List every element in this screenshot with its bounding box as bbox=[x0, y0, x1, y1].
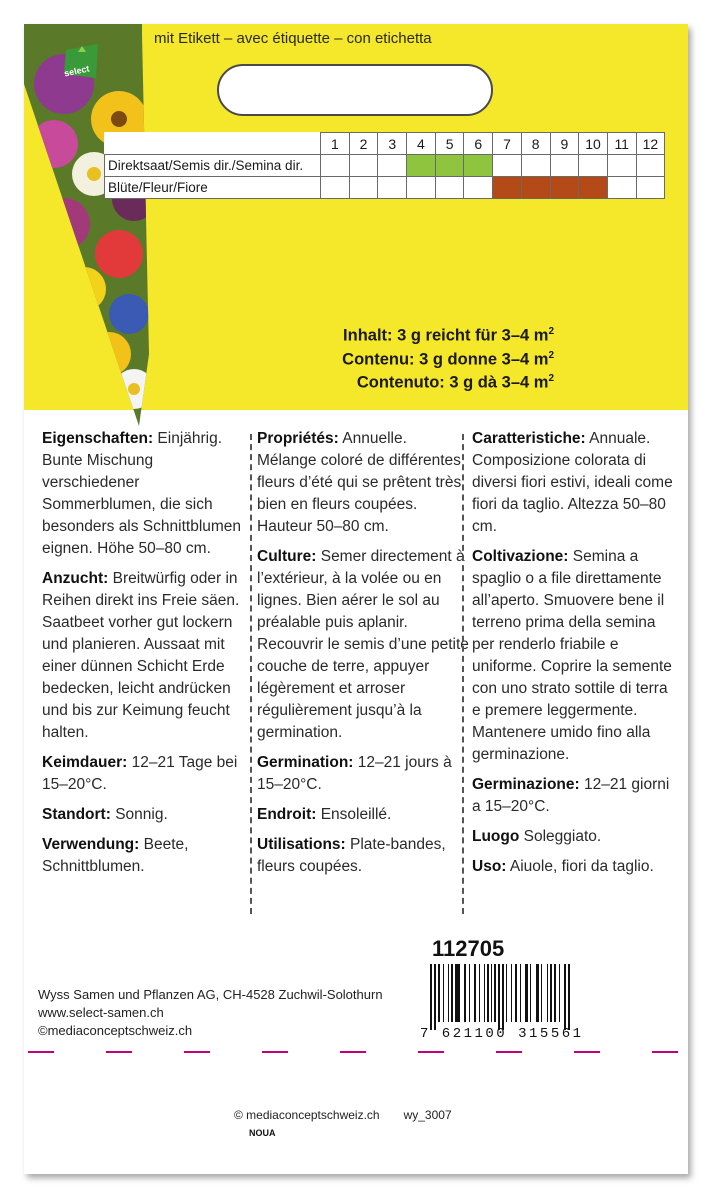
barcode-bar bbox=[525, 964, 528, 1022]
month-cell bbox=[579, 177, 608, 199]
month-cell bbox=[493, 177, 522, 199]
info-text: Breitwürfig oder in Reihen direkt ins Freie säen. Saatbeet vorher gut lockern und planieren. Aussaat mit einer dünnen Schicht Erde bedecken, leicht andrücken und bis zur Keimung feucht halten. bbox=[42, 570, 240, 741]
barcode-bar bbox=[511, 964, 512, 1022]
info-heading: Luogo bbox=[472, 828, 520, 845]
cut-mark bbox=[418, 1051, 444, 1053]
month-label: 9 bbox=[550, 133, 579, 155]
contents-info bbox=[214, 322, 554, 393]
month-label: 11 bbox=[607, 133, 636, 155]
contents-de bbox=[214, 322, 554, 346]
month-label: 5 bbox=[435, 133, 464, 155]
month-label: 4 bbox=[407, 133, 436, 155]
barcode-bar bbox=[448, 964, 449, 1022]
company-info bbox=[38, 986, 383, 1040]
info-text: Ensoleillé. bbox=[316, 806, 392, 823]
calendar-corner bbox=[105, 133, 321, 155]
info-text: Annuelle. Mélange coloré de différentes fleurs d’été qui se prêtent très bien en fleurs coupées. Hauteur 50–80 cm. bbox=[257, 430, 462, 535]
info-text: Soleggiato. bbox=[519, 828, 602, 845]
barcode-bar bbox=[502, 964, 504, 1030]
cut-mark bbox=[106, 1051, 132, 1053]
month-cell bbox=[378, 155, 407, 177]
barcode-digits: 7 621100 315561 bbox=[420, 1026, 584, 1042]
barcode-bar bbox=[464, 964, 466, 1022]
unit-superscript: 2 bbox=[548, 349, 554, 361]
company-website: www.select-samen.ch bbox=[38, 1005, 164, 1020]
month-cell bbox=[321, 177, 350, 199]
month-cell bbox=[349, 155, 378, 177]
contents-it bbox=[214, 369, 554, 393]
info-paragraph bbox=[42, 428, 247, 560]
cut-mark bbox=[28, 1051, 54, 1053]
month-label: 3 bbox=[378, 133, 407, 155]
month-cell bbox=[579, 155, 608, 177]
month-label: 10 bbox=[579, 133, 608, 155]
info-paragraph bbox=[472, 826, 677, 848]
barcode-bar bbox=[451, 964, 453, 1022]
month-cell bbox=[464, 155, 493, 177]
barcode-bar bbox=[479, 964, 480, 1022]
info-paragraph bbox=[472, 856, 677, 878]
barcode-bar bbox=[530, 964, 531, 1022]
info-text: 12–21 giorni a 15–20°C. bbox=[472, 776, 670, 815]
barcode-bar bbox=[458, 964, 460, 1022]
info-text: Aiuole, fiori da taglio. bbox=[506, 858, 654, 875]
month-label: 12 bbox=[636, 133, 665, 155]
month-cell bbox=[378, 177, 407, 199]
calendar-row-sowing bbox=[105, 155, 665, 177]
info-paragraph bbox=[472, 774, 677, 818]
logo-text: select bbox=[63, 63, 91, 79]
info-paragraph bbox=[257, 804, 469, 826]
info-text: Sonnig. bbox=[110, 806, 168, 823]
month-label: 1 bbox=[321, 133, 350, 155]
column-divider bbox=[250, 434, 252, 914]
unit-superscript: 2 bbox=[548, 326, 554, 337]
barcode-bar bbox=[487, 964, 489, 1022]
month-cell bbox=[493, 155, 522, 177]
barcode-bar bbox=[494, 964, 496, 1022]
contents-fr-text: Contenu: 3 g donne 3–4 m bbox=[342, 350, 549, 368]
info-text: Beete, Schnittblumen. bbox=[42, 836, 189, 875]
barcode-bar bbox=[559, 964, 560, 1022]
calendar-header-row bbox=[105, 133, 665, 155]
column-divider bbox=[462, 434, 464, 914]
month-cell bbox=[521, 155, 550, 177]
info-heading: Culture: bbox=[257, 548, 317, 565]
info-paragraph bbox=[42, 834, 247, 878]
barcode-bar bbox=[568, 964, 570, 1030]
barcode-bar bbox=[554, 964, 556, 1022]
month-cell bbox=[636, 155, 665, 177]
month-label: 6 bbox=[464, 133, 493, 155]
barcode-bar bbox=[430, 964, 432, 1030]
month-label: 8 bbox=[521, 133, 550, 155]
article-number: 112705 bbox=[432, 936, 505, 961]
company-address: Wyss Samen und Pflanzen AG, CH-4528 Zuchwil-Solothurn bbox=[38, 987, 383, 1002]
seed-packet bbox=[24, 24, 688, 1174]
info-text: Semer directement à l’extérieur, à la volée ou en lignes. Bien aérer le sol au préalable puis aplanir. Recouvrir le semis d’une petite couche de terre, appuyer légèrement et arroser régulièrement jusqu’à la germination. bbox=[257, 548, 469, 741]
info-paragraph bbox=[42, 804, 247, 826]
info-heading: Keimdauer: bbox=[42, 754, 128, 771]
cut-mark bbox=[574, 1051, 600, 1053]
calendar-row-label: Direktsaat/Semis dir./Semina dir. bbox=[105, 155, 321, 177]
info-paragraph bbox=[42, 752, 247, 796]
flower-image-strip bbox=[24, 24, 154, 426]
info-heading: Eigenschaften: bbox=[42, 430, 154, 447]
month-cell bbox=[607, 155, 636, 177]
info-text: Annuale. Composizione colorata di diversi fiori estivi, ideali come fiori da taglio. Altezza 50–80 cm. bbox=[472, 430, 673, 535]
info-heading: Standort: bbox=[42, 806, 111, 823]
month-cell bbox=[407, 177, 436, 199]
cut-mark bbox=[496, 1051, 522, 1053]
info-paragraph bbox=[42, 568, 247, 744]
cut-mark bbox=[184, 1051, 210, 1053]
month-label: 2 bbox=[349, 133, 378, 155]
barcode-bar bbox=[541, 964, 542, 1022]
barcode-bar bbox=[547, 964, 548, 1022]
italian-column bbox=[472, 428, 677, 886]
info-paragraph bbox=[257, 546, 469, 744]
contents-fr bbox=[214, 346, 554, 370]
barcode-bar bbox=[506, 964, 507, 1022]
month-cell bbox=[464, 177, 493, 199]
cut-mark bbox=[262, 1051, 288, 1053]
info-paragraph bbox=[257, 752, 469, 796]
barcode-bar bbox=[520, 964, 521, 1022]
cut-marks bbox=[24, 1051, 688, 1055]
month-cell bbox=[321, 155, 350, 177]
barcode-bar bbox=[455, 964, 458, 1022]
barcode-bar bbox=[438, 964, 440, 1022]
info-heading: Verwendung: bbox=[42, 836, 140, 853]
barcode-bar bbox=[515, 964, 517, 1022]
german-column bbox=[42, 428, 247, 886]
month-label: 7 bbox=[493, 133, 522, 155]
info-text: Plate-bandes, fleurs coupées. bbox=[257, 836, 446, 875]
info-paragraph bbox=[472, 546, 677, 766]
noua-logo: NOUA bbox=[249, 1128, 276, 1138]
info-text: Einjährig. Bunte Mischung verschiedener Sommerblumen, die sich besonders als Schnittblumen eignen. Höhe 50–80 cm. bbox=[42, 430, 242, 557]
info-paragraph bbox=[257, 834, 469, 878]
french-column bbox=[257, 428, 469, 886]
unit-superscript: 2 bbox=[548, 373, 554, 384]
contents-de-text: Inhalt: 3 g reicht für 3–4 m bbox=[343, 326, 549, 345]
info-text: 12–21 jours à 15–20°C. bbox=[257, 754, 452, 793]
info-heading: Germination: bbox=[257, 754, 354, 771]
cut-mark bbox=[652, 1051, 678, 1053]
calendar-row-label: Blüte/Fleur/Fiore bbox=[105, 177, 321, 199]
barcode-bar bbox=[498, 964, 500, 1030]
barcode-bar bbox=[443, 964, 444, 1022]
month-cell bbox=[550, 177, 579, 199]
month-cell bbox=[636, 177, 665, 199]
info-heading: Uso: bbox=[472, 858, 507, 875]
cut-mark bbox=[340, 1051, 366, 1053]
contents-it-text: Contenuto: 3 g dà 3–4 m bbox=[356, 373, 549, 392]
month-cell bbox=[550, 155, 579, 177]
footer-copyright: © mediaconceptschweiz.ch bbox=[234, 1108, 380, 1122]
month-cell bbox=[407, 155, 436, 177]
month-cell bbox=[435, 155, 464, 177]
info-paragraph bbox=[257, 428, 469, 538]
tagline: mit Etikett – avec étiquette – con etichetta bbox=[154, 30, 432, 47]
info-heading: Caratteristiche: bbox=[472, 430, 586, 447]
info-heading: Endroit: bbox=[257, 806, 317, 823]
barcode-bar bbox=[536, 964, 539, 1022]
footer bbox=[234, 1108, 452, 1122]
month-cell bbox=[435, 177, 464, 199]
month-cell bbox=[607, 177, 636, 199]
barcode-bar bbox=[550, 964, 552, 1022]
barcode-bar bbox=[484, 964, 485, 1022]
info-text: 12–21 Tage bei 15–20°C. bbox=[42, 754, 238, 793]
month-cell bbox=[521, 177, 550, 199]
barcode-bar bbox=[564, 964, 566, 1030]
info-heading: Propriétés: bbox=[257, 430, 339, 447]
barcode-bar bbox=[434, 964, 436, 1030]
info-text: Semina a spaglio o a file direttamente all’aperto. Smuovere bene il terreno prima della semina per renderlo friabile e uniforme. Coprire la semente con uno strato sottile di terra e premere leggermente. Mantenere umido fino alla germinazione. bbox=[472, 548, 672, 763]
month-cell bbox=[349, 177, 378, 199]
ean-barcode bbox=[422, 964, 672, 1030]
barcode-bar bbox=[491, 964, 492, 1022]
sowing-calendar bbox=[104, 132, 665, 199]
info-heading: Utilisations: bbox=[257, 836, 346, 853]
barcode-bar bbox=[469, 964, 470, 1022]
info-heading: Germinazione: bbox=[472, 776, 580, 793]
info-paragraph bbox=[472, 428, 677, 538]
calendar-row-bloom bbox=[105, 177, 665, 199]
info-heading: Anzucht: bbox=[42, 570, 109, 587]
footer-code: wy_3007 bbox=[403, 1108, 452, 1122]
info-heading: Coltivazione: bbox=[472, 548, 569, 565]
company-copyright: ©mediaconceptschweiz.ch bbox=[38, 1023, 193, 1038]
barcode-bar bbox=[474, 964, 476, 1022]
hang-hole bbox=[217, 64, 493, 116]
